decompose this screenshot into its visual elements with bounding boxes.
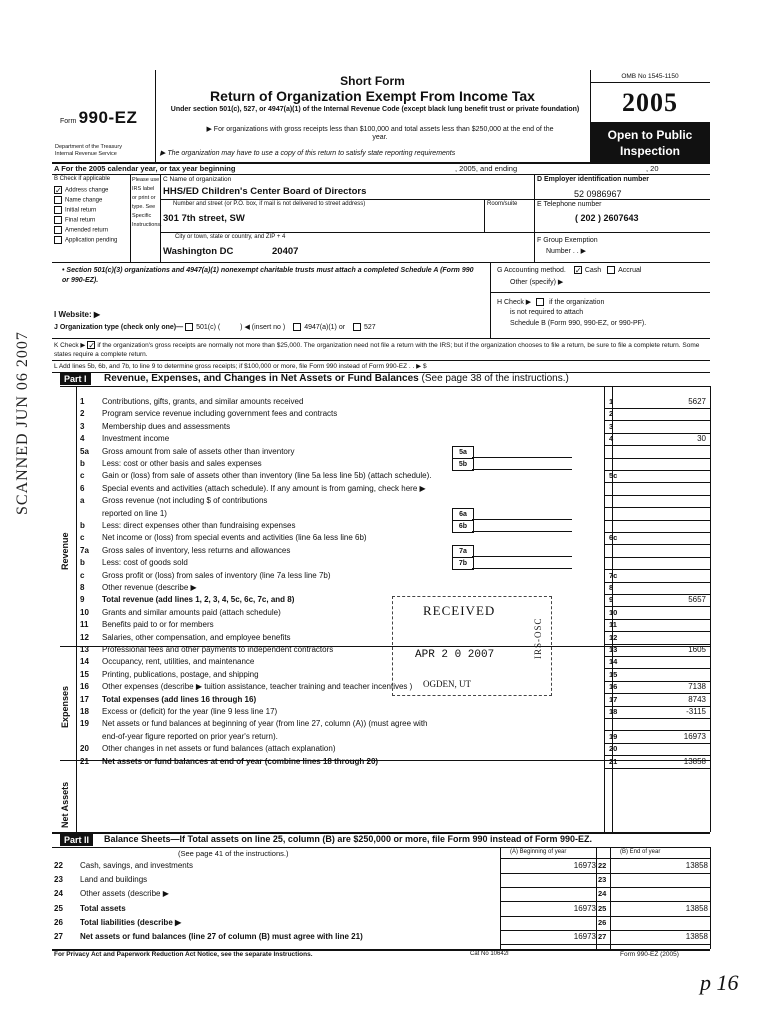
part-2-row [52,875,710,887]
line-number: 7a [80,545,89,555]
line-ref: 7c [609,570,618,580]
line-number: 8 [80,583,85,592]
line-number: 1 [80,397,85,406]
line-number: 20 [80,744,89,754]
accounting-method-label: G Accounting method. ✓ Cash Accrual [497,266,642,275]
end-of-year-amount[interactable]: 13858 [685,903,708,913]
line-description: Contributions, gifts, grants, and similar amounts received [102,397,304,406]
line-description: Cash, savings, and investments [80,861,193,870]
line-k: K Check ▶ ✓ if the organization's gross receipts are normally not more than $25,000. The organization need not file a return with the IRS; but if the organization chooses to file a return, be sure to file a complete return. Some states require a complete return. [54,341,700,358]
cash-checkbox[interactable]: ✓ [574,266,582,275]
part-2-see-page: (See page 41 of the instructions.) [178,849,289,858]
subline-value-rule [472,556,572,557]
department-line-1: Department of the Treasury [55,144,122,150]
cat-number: Cat No 10642I [470,951,509,957]
part-1-title: Revenue, Expenses, and Changes in Net Assets or Fund Balances (See page 38 of the instructions.) [104,373,569,384]
scanned-stamp: SCANNED JUN 06 2007 [14,331,31,515]
end-of-year-amount[interactable]: 13858 [685,861,708,870]
line-ref: 14 [609,657,618,667]
line-number: 25 [54,903,63,913]
subline-ref: 7a [452,545,474,558]
line-ref: 21 [609,756,618,766]
line-ref: 16 [609,682,618,692]
ein-label: D Employer identification number [537,176,650,183]
line-description: Benefits paid to or for members [102,620,214,630]
option-amended-return[interactable]: Amended return [54,226,154,236]
other-specify: Other (specify) ▶ [510,279,564,286]
line-ref: 3 [609,421,614,431]
line-number: 13 [80,645,89,654]
line-number: 22 [54,861,63,870]
amount-rule [500,901,710,902]
amount-rule [500,930,710,931]
line-ref: 15 [609,669,618,679]
line-description: Less: cost or other basis and sales expenses [102,459,262,468]
line-description: Land and buildings [80,875,148,885]
section-h-line-2: is not required to attach [510,309,584,316]
subline-value-rule [472,519,572,520]
part-2-row [52,861,710,873]
form-footer: Form 990-EZ (2005) [620,951,679,958]
line-description: Total assets [80,903,126,913]
line-description: Membership dues and assessments [102,421,231,431]
privacy-notice: For Privacy Act and Paperwork Reduction Act Notice, see the separate Instructions. [54,951,313,958]
line-ref: 26 [598,917,607,927]
line-number: 16 [80,682,89,692]
form-number: 990-EZ [78,108,138,127]
line-ref: 25 [598,903,607,913]
line-description: Less: cost of goods sold [102,558,188,568]
end-of-year-amount[interactable]: 13858 [685,932,708,941]
schedule-b-checkbox[interactable] [536,298,544,306]
line-description: Other assets (describe ▶ [80,889,169,899]
beginning-of-year-amount[interactable]: 16973 [573,861,596,870]
group-exemption-number: Number . . ▶ [546,248,587,255]
street-label: Number and street (or P.O. box, if mail is not delivered to street address) [173,201,366,207]
org-type-4947-checkbox[interactable] [293,323,301,331]
line-amount[interactable]: 30 [697,434,706,444]
line-number: 21 [80,756,89,766]
option-name-change[interactable]: Name change [54,196,154,206]
option-initial-return[interactable]: Initial return [54,206,154,216]
line-amount[interactable]: 8743 [688,694,706,704]
line-amount[interactable]: 7138 [688,682,706,692]
checkbox-final-return[interactable] [54,216,62,224]
room-suite-label: Room/suite [487,201,518,207]
line-l: L Add lines 5b, 6b, and 7b, to line 9 to determine gross receipts; if $100,000 or more, file Form 990 instead of Form 990-EZ . . ▶ $ [54,363,427,370]
line-ref: 22 [598,861,607,870]
part-1-label: Part I [60,373,91,385]
accrual-checkbox[interactable] [607,266,615,274]
line-ref: 4 [609,434,614,444]
city-label: City or town, state or country, and ZIP + 4 [175,234,286,240]
amount-rule [500,944,710,945]
line-number: 11 [80,620,89,630]
line-ref: 20 [609,744,618,754]
option-application-pending[interactable]: Application pending [54,236,154,246]
part-2-row [52,918,710,930]
open-to-public-text: Open to Public Inspection [607,128,693,158]
line-ref: 13 [609,645,618,654]
amount-rule [500,873,710,874]
line-description: Investment income [102,434,170,444]
amount-rule [500,887,710,888]
irs-osc-stamp: IRS-OSC [533,617,543,659]
line-number: 26 [54,917,63,927]
line-number: 18 [80,707,89,716]
line-number: 15 [80,669,89,679]
form-prefix: Form [60,118,77,125]
line-description: Program service revenue including government fees and contracts [102,409,338,419]
line-description: Gain or (loss) from sale of assets other than inventory (line 5a less line 5b) (attach schedule). [102,471,432,481]
website-label: I Website: ▶ [54,310,101,319]
part-2-row [52,932,710,944]
line-ref: 10 [609,607,618,617]
line-ref: 2 [609,409,614,419]
line-ref: 1 [609,397,614,406]
line-ref: 8 [609,583,614,592]
line-amount[interactable]: 5627 [688,397,706,406]
org-type-527-checkbox[interactable] [353,323,361,331]
line-description: end-of-year figure reported on prior year's return). [102,731,278,741]
line-description: Less: direct expenses other than fundraising expenses [102,521,296,530]
subline-value-rule [472,457,572,458]
line-description: Excess or (deficit) for the year (line 9 less line 17) [102,707,278,716]
checkbox-name-change[interactable] [54,196,62,204]
beginning-of-year-amount[interactable]: 16973 [573,903,596,913]
line-ref: 18 [609,707,618,716]
under-section-text: Under section 501(c), 527, or 4947(a)(1) of the Internal Revenue Code (except black lung benefit trust or private foundation) [170,106,580,113]
line-description: Salaries, other compensation, and employee benefits [102,632,291,642]
phone-value: ( 202 ) 2607643 [575,213,639,223]
line-description: Printing, publications, postage, and shipping [102,669,259,679]
line-number: 12 [80,632,89,642]
line-description: Net assets or fund balances (line 27 of column (B) must agree with line 21) [80,932,363,941]
line-number: 24 [54,889,63,899]
line-number: b [80,521,85,530]
subline-ref: 6b [452,520,474,533]
form-label [60,108,137,128]
city-value: Washington DC [163,246,234,257]
section-b-heading: B Check if applicable [54,176,111,182]
expenses-side-label: Expenses [60,685,70,728]
line-description: Total liabilities (describe ▶ [80,917,182,927]
street-value: 301 7th street, SW [163,213,245,224]
org-type-line: J Organization type (check only one)— 501(c) ( ) ◀ (insert no ) 4947(a)(1) or 527 [54,324,376,331]
line-amount[interactable]: 13858 [683,756,706,766]
line-ref: 23 [598,875,607,885]
line-ref: 19 [609,731,618,741]
received-stamp [392,596,552,696]
line-number: 9 [80,595,85,605]
received-city: OGDEN, UT [423,679,471,689]
line-k-checkbox[interactable]: ✓ [88,341,96,351]
omb-number: OMB No 1545-1150 [621,73,679,80]
col-a-header: (A) Beginning of year [510,849,567,855]
line-number: c [80,570,85,580]
section-501c3-note: • Section 501(c)(3) organizations and 4947(a)(1) nonexempt charitable trusts must attach a completed Schedule A (Form 990 or 990-EZ). [62,267,474,284]
line-number: 2 [80,409,85,419]
line-ref: 12 [609,632,618,642]
line-amount[interactable]: 5657 [688,595,706,605]
part-2-label: Part II [60,834,93,846]
line-ref: 17 [609,694,618,704]
line-number: 3 [80,421,85,431]
line-description: Total revenue (add lines 1, 2, 3, 4, 5c, 6c, 7c, and 8) [102,595,295,605]
line-ref: 27 [598,932,607,941]
line-description: Net assets or fund balances at end of year (combine lines 18 through 20) [102,756,379,766]
net-assets-side-label: Net Assets [60,781,70,828]
section-a-end: , 20 [646,164,659,173]
line-ref: 9 [609,595,614,605]
beginning-of-year-amount[interactable]: 16973 [573,932,596,941]
col-b-header: (B) End of year [620,849,661,855]
checkbox-amended-return[interactable] [54,226,62,234]
section-h-line-1: H Check ▶ if the organization [497,299,605,306]
line-ref: 6c [609,533,618,543]
handwritten-note: p 16 [700,970,739,995]
line-ref: 24 [598,889,607,899]
line-ref: 5c [609,471,618,481]
subline-ref: 7b [452,557,474,570]
line-number: 6 [80,483,85,493]
org-name-value: HHS/ED Children's Center Board of Directors [163,186,367,197]
tax-year: 2005 [622,88,678,117]
instruction-1: ▶ For organizations with gross receipts less than $100,000 and total assets less than $250,000 at the end of the year. [206,126,554,141]
zip-value: 20407 [272,246,299,257]
line-description: Other revenue (describe ▶ [102,583,197,592]
part-2-title: Balance Sheets—If Total assets on line 25, column (B) are $250,000 or more, file Form 990 instead of Form 990-EZ. [104,834,592,844]
received-text: RECEIVED [423,603,496,618]
part-2-row [52,889,710,901]
revenue-side-label: Revenue [60,532,70,570]
line-description: Gross revenue (not including $ of contributions [102,496,268,506]
subline-ref: 6a [452,508,474,521]
line-amount[interactable]: -3115 [686,707,706,716]
checkbox-application-pending[interactable] [54,236,62,244]
part-2-row [52,904,710,916]
line-description: Net assets or fund balances at beginning of year (from line 27, column (A)) (must agree with [102,719,428,729]
subline-ref: 5a [452,446,474,459]
received-date: APR 2 0 2007 [415,649,495,661]
option-address-change[interactable]: ✓ Address change [55,186,109,195]
checkbox-address-change[interactable]: ✓ [55,186,62,195]
section-a-label: A For the 2005 calendar year, or tax year beginning [54,164,236,173]
line-description: Other changes in net assets or fund balances (attach explanation) [102,744,336,754]
line-number: a [80,496,85,506]
phone-label: E Telephone number [537,201,602,208]
group-exemption-label: F Group Exemption [537,237,598,244]
line-number: 17 [80,694,89,704]
line-number: b [80,459,85,468]
amount-rule [500,916,710,917]
line-description: Professional fees and other payments to independent contractors [102,645,334,654]
option-final-return[interactable]: Final return [54,216,154,226]
checkbox-initial-return[interactable] [54,206,62,214]
line-ref: 11 [609,620,617,630]
line-description: Gross sales of inventory, less returns and allowances [102,545,291,555]
org-type-501c-checkbox[interactable] [185,323,193,331]
subline-ref: 5b [452,458,474,471]
amount-rule [604,768,710,769]
line-description: Gross profit or (loss) from sales of inventory (line 7a less line 7b) [102,570,331,580]
section-h-line-3: Schedule B (Form 990, 990-EZ, or 990-PF). [510,320,647,327]
ein-value: 52 0986967 [574,189,622,199]
line-number: 10 [80,607,89,617]
line-number: 5a [80,446,89,456]
line-amount[interactable]: 1605 [688,645,706,654]
line-number: c [80,471,85,481]
subline-value-rule [472,531,572,532]
line-number: 27 [54,932,63,941]
line-description: Gross amount from sale of assets other than inventory [102,446,295,456]
line-description: Grants and similar amounts paid (attach schedule) [102,607,281,617]
instruction-2: ▶ The organization may have to use a copy of this return to satisfy state reporting requirements [160,150,456,157]
please-use-irs-label: Please use IRS label or print or type. See Specific Instructions. [132,177,162,228]
line-description: Other expenses (describe ▶ tuition assistance, teacher training and teacher incentives ) [102,682,413,692]
line-number: 4 [80,434,85,444]
department-line-2: Internal Revenue Service [55,151,117,157]
form-title: Return of Organization Exempt From Income Tax [210,88,535,104]
org-name-label: C Name of organization [163,176,232,183]
line-description: Occupancy, rent, utilities, and maintenance [102,657,255,667]
line-description: reported on line 1) [102,508,167,518]
line-description: Total expenses (add lines 16 through 16) [102,694,257,704]
line-description: Net income or (loss) from special events and activities (line 6a less line 6b) [102,533,367,543]
line-number: 23 [54,875,63,885]
line-number: b [80,558,85,568]
line-number: c [80,533,85,543]
line-amount[interactable]: 16973 [683,731,706,741]
line-description: Special events and activities (attach schedule). If any amount is from gaming, check here ▶ [102,483,426,493]
subline-value-rule [472,469,572,470]
short-form-label: Short Form [340,74,405,88]
line-number: 14 [80,657,89,667]
section-a-mid: , 2005, and ending [455,164,518,173]
line-number: 19 [80,719,89,729]
subline-value-rule [472,568,572,569]
